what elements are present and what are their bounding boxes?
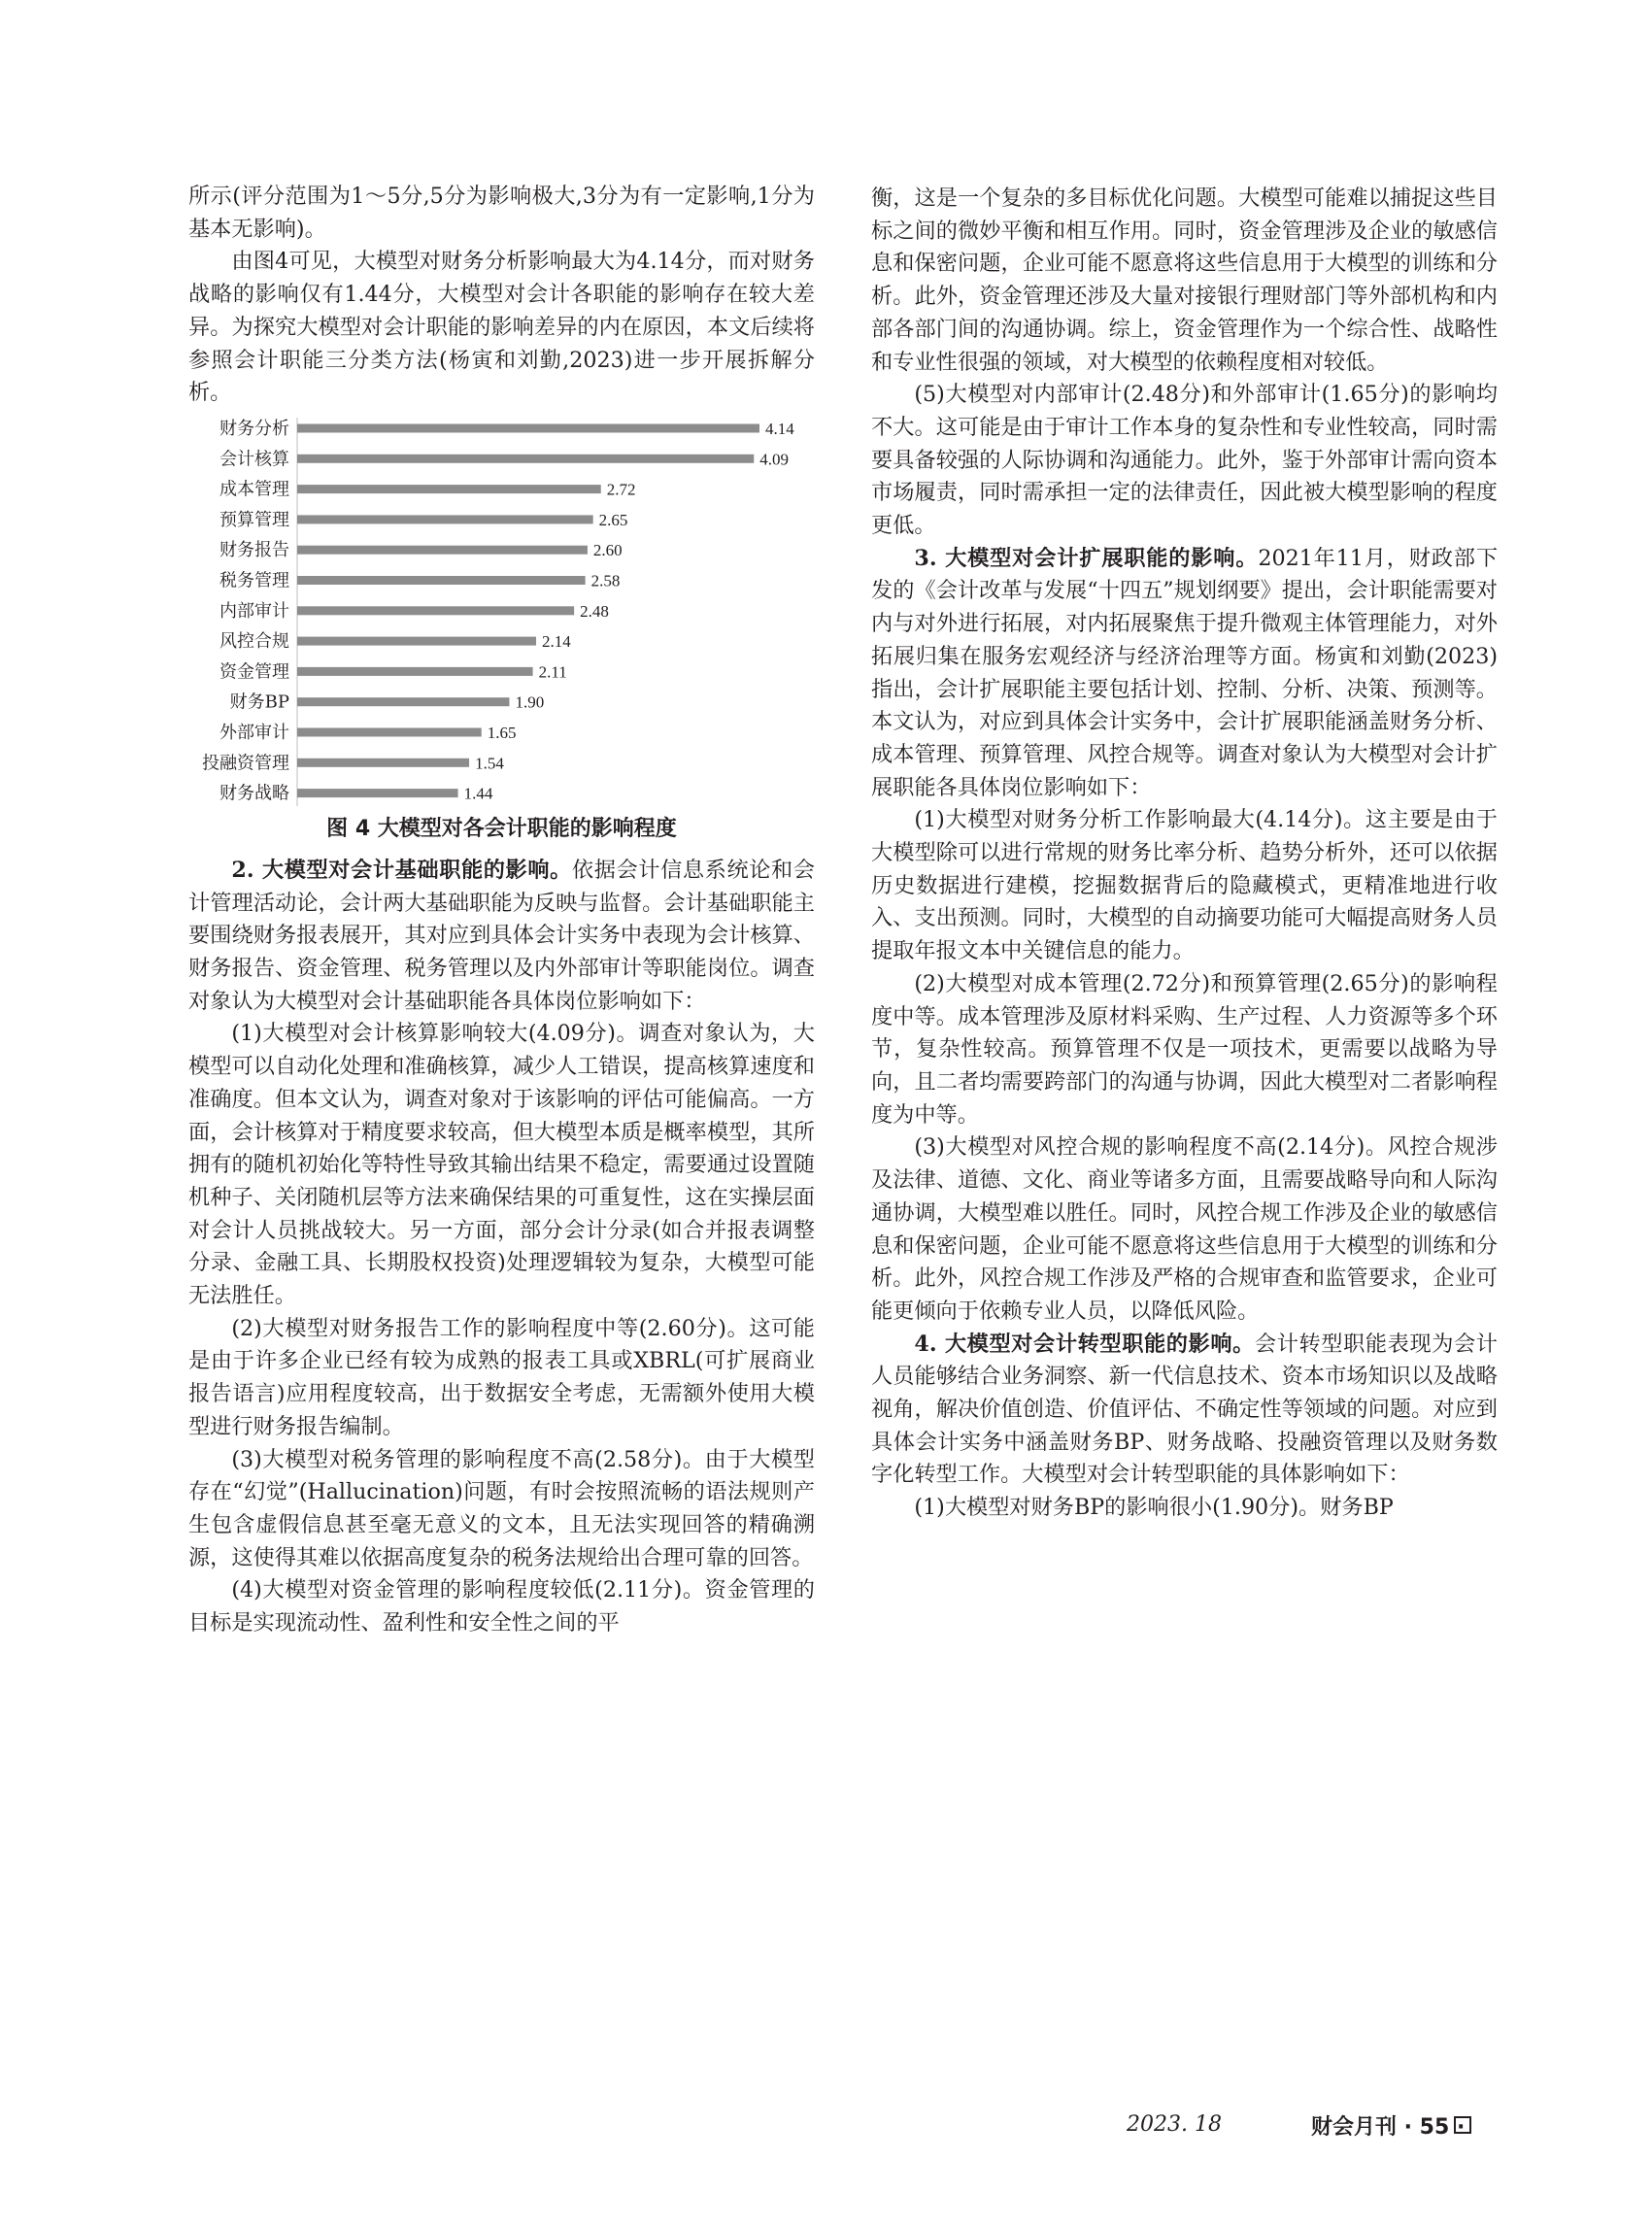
section-body: 2021年11月，财政部下发的《会计改革与发展“十四五”规划纲要》提出，会计职能需要对内与对外进行拓展，对内拓展聚焦于提升微观主体管理能力，对外拓展归集在服务宏观经济与经济治理等方面。杨寅和刘勤(2023)指出，会计扩展职能主要包括计划、控制、分析、决策、预测等。本文认为，对应到具体会计实务中，会计扩展职能涵盖财务分析、成本管理、预算管理、风控合规等。调查对象认为大模型对会计扩展职能各具体岗位影响如下： — [871, 545, 1499, 800]
left-column — [188, 181, 815, 1640]
bar — [297, 455, 754, 463]
paragraph: (1)大模型对财务BP的影响很小(1.90分)。财务BP — [914, 1495, 1394, 1521]
value-label: 4.14 — [765, 419, 794, 438]
paragraph: (5)大模型对内部审计(2.48分)和外部审计(1.65分)的影响均不大。这可能是由于审计工作本身的复杂性和专业性较高，同时需要具备较强的人际协调和沟通能力。此外，鉴于外部审计需向资本市场履责，同时需承担一定的法律责任，因此被大模型影响的程度更低。 — [871, 382, 1498, 539]
paragraph: 所示(评分范围为1～5分,5分为影响极大,3分为有一定影响,1分为基本无影响)。 — [188, 184, 815, 242]
page-footer — [1127, 2110, 1496, 2143]
category-label: 外部审计 — [219, 722, 289, 743]
value-label: 2.11 — [538, 662, 567, 682]
category-label: 税务管理 — [219, 570, 289, 591]
section-heading-paragraph — [871, 1329, 1498, 1493]
section-heading: 2. 大模型对会计基础职能的影响。 — [231, 857, 572, 883]
category-label: 风控合规 — [219, 631, 289, 653]
bar — [297, 606, 574, 615]
paragraph: (2)大模型对成本管理(2.72分)和预算管理(2.65分)的影响程度中等。成本管理涉及原材料采购、生产过程、人力资源等多个环节，复杂性较高。预算管理不仅是一项技术，更需要以战略为导向，且二者均需要跨部门的沟通与协调，因此大模型对二者影响程度为中等。 — [871, 970, 1498, 1128]
category-label: 财务报告 — [219, 540, 289, 561]
value-label: 1.65 — [487, 723, 517, 742]
right-column — [871, 183, 1498, 1525]
journal-page: 财会月刊 · 55 · — [1311, 2115, 1466, 2140]
bar — [297, 727, 482, 736]
category-label: 成本管理 — [219, 479, 289, 500]
value-label: 1.44 — [463, 784, 493, 803]
bar — [297, 697, 509, 706]
category-label: 预算管理 — [219, 509, 289, 530]
value-label: 1.90 — [515, 692, 545, 712]
bar — [297, 423, 759, 432]
figure-caption: 图 4 大模型对各会计职能的影响程度 — [326, 816, 677, 841]
issue-number: 2023. 18 — [1127, 2112, 1222, 2137]
value-label: 2.72 — [606, 480, 636, 499]
section-heading-paragraph — [188, 855, 815, 1019]
value-label: 2.60 — [592, 541, 623, 560]
bar — [297, 789, 458, 797]
category-label: 投融资管理 — [202, 753, 289, 774]
chart-svg — [188, 414, 815, 806]
section-heading: 4. 大模型对会计转型职能的影响。 — [914, 1331, 1255, 1357]
value-label: 2.14 — [542, 632, 571, 652]
bar — [297, 759, 469, 767]
paragraph: (3)大模型对风控合规的影响程度不高(2.14分)。风控合规涉及法律、道德、文化、商业等诸多方面，且需要战略导向和人际沟通协调，大模型难以胜任。同时，风控合规工作涉及企业的敏感信息和保密问题，企业可能不愿意将这些信息用于大模型的训练和分析。此外，风控合规工作涉及严格的合规审查和监管要求，企业可能更倾向于依赖专业人员，以降低风险。 — [871, 1134, 1498, 1324]
section-body: 会计转型职能表现为会计人员能够结合业务洞察、新一代信息技术、资本市场知识以及战略视角，解决价值创造、价值评估、不确定性等领域的问题。对应到具体会计实务中涵盖财务BP、财务战略、投融资管理以及财务数字化转型工作。大模型对会计转型职能的具体影响如下： — [871, 1331, 1498, 1488]
bar — [297, 576, 586, 585]
paragraph: 由图4可见，大模型对财务分析影响最大为4.14分，而对财务战略的影响仅有1.44分，大模型对会计各职能的影响存在较大差异。为探究大模型对会计职能的影响差异的内在原因，本文后续将参照会计职能三分类方法(杨寅和刘勤,2023)进一步开展拆解分析。 — [188, 249, 815, 406]
value-label: 2.65 — [598, 510, 628, 529]
bar-chart — [188, 414, 815, 806]
section-heading-paragraph — [871, 543, 1498, 805]
category-label: 财务BP — [229, 691, 289, 713]
square-mark-icon — [1454, 2116, 1471, 2134]
section-heading: 3. 大模型对会计扩展职能的影响。 — [914, 545, 1259, 571]
value-label: 2.48 — [580, 601, 609, 621]
category-label: 资金管理 — [219, 661, 289, 683]
category-label: 财务分析 — [219, 418, 289, 439]
section-body: 依据会计信息系统论和会计管理活动论，会计两大基础职能为反映与监督。会计基础职能主要围绕财务报表展开，其对应到具体会计实务中表现为会计核算、财务报告、资金管理、税务管理以及内外部审计等职能岗位。调查对象认为大模型对会计基础职能各具体岗位影响如下： — [188, 857, 815, 1014]
bar — [297, 667, 533, 676]
value-label: 2.58 — [590, 571, 621, 590]
paragraph: (4)大模型对资金管理的影响程度较低(2.11分)。资金管理的目标是实现流动性、盈利性和安全性之间的平 — [188, 1577, 815, 1636]
paragraph: (1)大模型对财务分析工作影响最大(4.14分)。这主要是由于大模型除可以进行常规的财务比率分析、趋势分析外，还可以依据历史数据进行建模，挖掘数据背后的隐藏模式，更精准地进行收入、支出预测。同时，大模型的自动摘要功能可大幅提高财务人员提取年报文本中关键信息的能力。 — [871, 807, 1498, 964]
value-label: 4.09 — [759, 450, 790, 469]
category-label: 内部审计 — [219, 600, 289, 622]
paragraph: (3)大模型对税务管理的影响程度不高(2.58分)。由于大模型存在“幻觉”(Hallucination)问题，有时会按照流畅的语法规则产生包含虚假信息甚至毫无意义的文本，且无法实现回答的精确溯源，这使得其难以依据高度复杂的税务法规给出合理可靠的回答。 — [188, 1446, 815, 1570]
bar — [297, 515, 593, 523]
value-label: 1.54 — [475, 754, 504, 773]
bar — [297, 637, 536, 646]
bar — [297, 546, 588, 555]
paragraph: 衡，这是一个复杂的多目标优化问题。大模型可能难以捕捉这些目标之间的微妙平衡和相互作用。同时，资金管理涉及企业的敏感信息和保密问题，企业可能不愿意将这些信息用于大模型的训练和分析。此外，资金管理还涉及大量对接银行理财部门等外部机构和内部各部门间的沟通协调。综上，资金管理作为一个综合性、战略性和专业性很强的领域，对大模型的依赖程度相对较低。 — [871, 186, 1498, 375]
paragraph: (2)大模型对财务报告工作的影响程度中等(2.60分)。这可能是由于许多企业已经有较为成熟的报表工具或XBRL(可扩展商业报告语言)应用程度较高，出于数据安全考虑，无需额外使用大模型进行财务报告编制。 — [188, 1315, 815, 1439]
bar — [297, 485, 601, 493]
category-label: 财务战略 — [219, 783, 289, 804]
paragraph: (1)大模型对会计核算影响较大(4.09分)。调查对象认为，大模型可以自动化处理和准确核算，减少人工错误，提高核算速度和准确度。但本文认为，调查对象对于该影响的评估可能偏高。一方面，会计核算对于精度要求较高，但大模型本质是概率模型，其所拥有的随机初始化等特性导致其输出结果不稳定，需要通过设置随机种子、关闭随机层等方法来确保结果的可重复性，这在实操层面对会计人员挑战较大。另一方面，部分会计分录(如合并报表调整分录、金融工具、长期股权投资)处理逻辑较为复杂，大模型可能无法胜任。 — [188, 1021, 815, 1309]
category-label: 会计核算 — [219, 449, 289, 470]
